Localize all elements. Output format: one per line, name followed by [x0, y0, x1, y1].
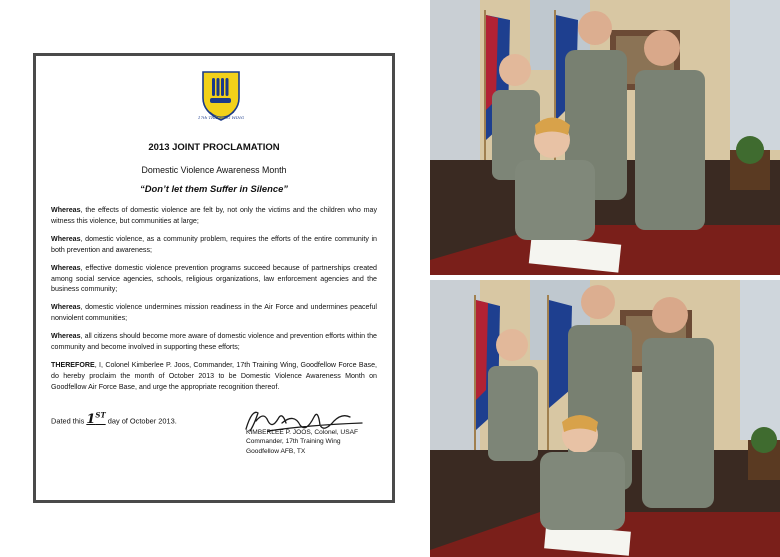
signing-scene-bottom-image — [430, 280, 780, 557]
signature-block — [246, 428, 358, 456]
signer-title: Commander, 17th Training Wing — [246, 438, 341, 446]
proclamation-slogan: “Don’t let them Suffer in Silence” — [140, 183, 288, 194]
training-wing-emblem-icon — [190, 68, 252, 124]
signer-name: KIMBERLEE P. JOOS, Colonel, USAF — [246, 429, 359, 436]
dated-line: Dated this 1ST day of October 2013. — [51, 411, 177, 428]
therefore-paragraph: THEREFORE, I, Colonel Kimberlee P. Joos, Commander, 17th Training Wing, Goodfellow Force Base, do hereby proclaim the month of October 2013 to be Domestic Violence Awareness Month on Goodfellow Air Force Base, and urge the appropriate recognition thereof. — [51, 360, 377, 391]
proclamation-document — [33, 53, 395, 503]
signing-scene-top-image — [430, 0, 780, 275]
signer-location: Goodfellow AFB, TX — [246, 447, 306, 455]
whereas-paragraph-3: Whereas, effective domestic violence prevention programs succeed because of partnerships created among social service agencies, schools, religious organizations, law enforcement agencies and the business community; — [51, 263, 377, 294]
signing-photo-bottom — [430, 280, 780, 557]
whereas-paragraph-4: Whereas, domestic violence undermines mission readiness in the Air Force and undermines peaceful nonviolent communities; — [51, 303, 377, 323]
emblem-label: 17th TRAINING WING — [197, 115, 245, 120]
whereas-paragraph-5: Whereas, all citizens should become more aware of domestic violence and prevention efforts within the community and become involved in supporting these efforts; — [51, 332, 377, 352]
proclamation-body — [51, 205, 377, 400]
proclamation-subtitle: Domestic Violence Awareness Month — [141, 165, 287, 175]
whereas-paragraph-1: Whereas, the effects of domestic violence are felt by, not only the victims and the children who may witness this violence, but communities at large; — [51, 206, 377, 225]
photo-panel — [430, 0, 780, 557]
whereas-paragraph-2: Whereas, domestic violence, as a community problem, requires the efforts of the entire community in both prevention and awareness; — [51, 234, 377, 254]
signing-photo-top — [430, 0, 780, 275]
proclamation-title: 2013 JOINT PROCLAMATION — [148, 142, 280, 153]
